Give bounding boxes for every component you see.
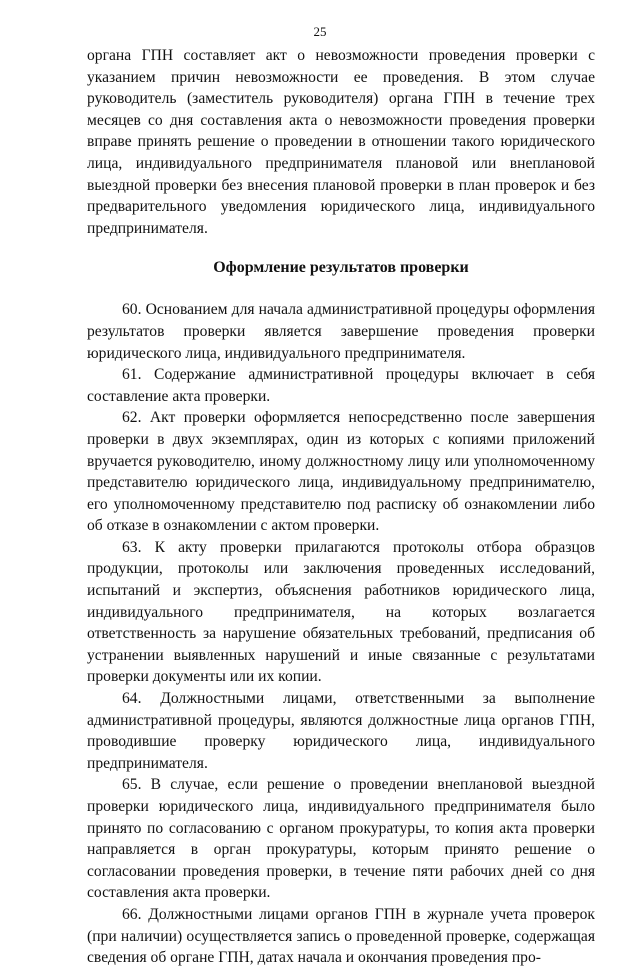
paragraph-61: 61. Содержание административной процедуры включает в себя составление акта проверки. (87, 366, 595, 405)
section-heading: Оформление результатов проверки (213, 259, 469, 277)
page-number: 25 (313, 24, 327, 39)
paragraph-65: 65. В случае, если решение о проведении внеплановой выездной проверки юридического лица, индивидуального предпринимателя было принято по согласованию с органом прокуратуры, то копия акта проверки направляется в орган прокуратуры, которым принято решение о согласовании проведения проверки, в течение пяти рабочих дней со дня составления акта проверки. (87, 776, 595, 902)
paragraph-60: 60. Основанием для начала административной процедуры оформления результатов проверки является завершение проведения проверки юридического лица, индивидуального предпринимателя. (87, 301, 595, 362)
intro-paragraph: органа ГПН составляет акт о невозможности проведения проверки с указанием причин невозможности ее проведения. В этом случае руководитель (заместитель руководителя) органа ГПН в течение трех месяцев со дня составления акта о невозможности проведения проверки вправе принять решение о проведении в отношении такого юридического лица, индивидуального предпринимателя плановой или внеплановой выездной проверки без внесения плановой проверки в план проверок и без предварительного уведомления юридического лица, индивидуального предпринимателя. (87, 47, 595, 237)
document-body (87, 45, 595, 969)
paragraph-64: 64. Должностными лицами, ответственными за выполнение административной процедуры, являются должностные лица органов ГПН, проводившие проверку юридического лица, индивидуального предпринимателя. (87, 690, 595, 772)
paragraph-66: 66. Должностными лицами органов ГПН в журнале учета проверок (при наличии) осуществляется запись о проведенной проверке, содержащая сведения об органе ГПН, датах начала и окончания проведения про- (87, 905, 595, 967)
paragraph-63: 63. К акту проверки прилагаются протоколы отбора образцов продукции, протоколы или заключения проведенных исследований, испытаний и экспертиз, объяснения работников юридического лица, индивидуального предпринимателя, на которых возлагается ответственность за нарушение обязательных требований, предписания об устранении выявленных нарушений и иные связанные с результатами проверки документы или их копии. (87, 538, 595, 686)
paragraph-62: 62. Акт проверки оформляется непосредственно после завершения проверки в двух экземплярах, один из которых с копиями приложений вручается руководителю, иному должностному лицу или уполномоченному представителю юридического лица, индивидуальному предпринимателю, его уполномоченному представителю под расписку об ознакомлении либо об отказе в ознакомлении с актом проверки. (87, 409, 595, 535)
